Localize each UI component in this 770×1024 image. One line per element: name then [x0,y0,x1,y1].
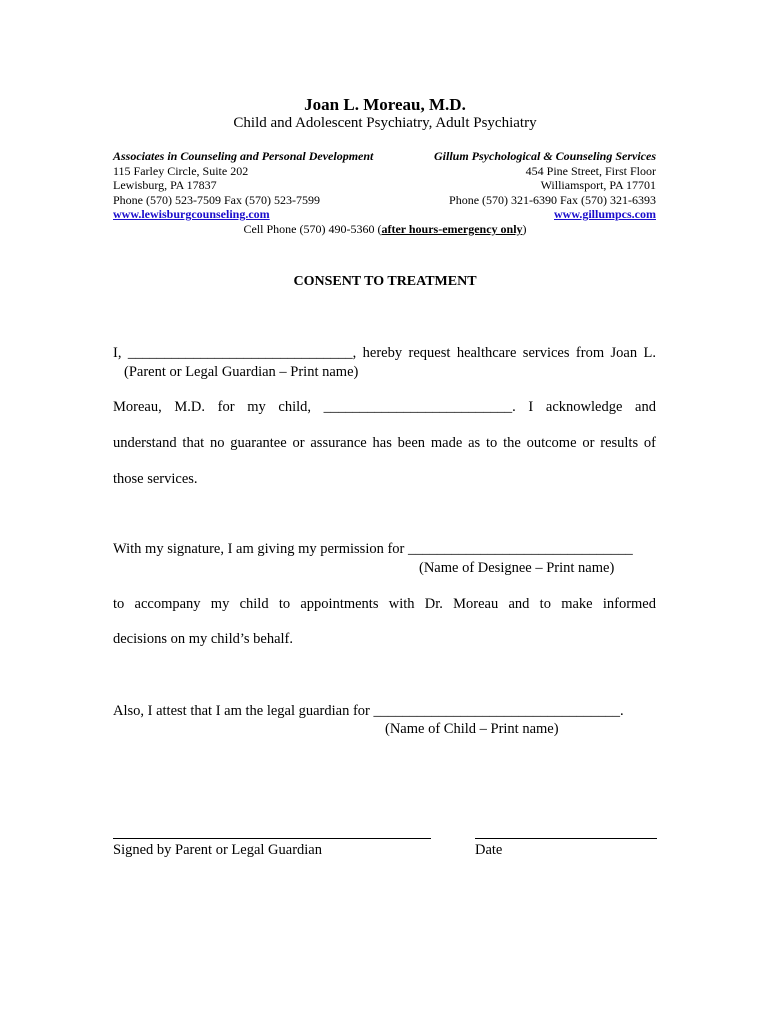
p1-line3: understand that no guarantee or assurance has been made as to the outcome or results of [113,435,656,451]
right-office-phone: Phone (570) 321-6390 Fax (570) 321-6393 [449,192,656,207]
left-office-website-link[interactable]: www.lewisburgcounseling.com [113,207,270,221]
p3-line1: Also, I attest that I am the legal guardian for __________________________________. [113,703,624,719]
p1-line1: I, _______________________________, hereby request healthcare services from Joan L. [113,345,656,361]
right-office-org: Gillum Psychological & Counseling Services [433,149,656,163]
p2-designee-caption: (Name of Designee – Print name) [419,560,615,576]
date-label: Date [475,842,503,858]
right-office-street: 454 Pine Street, First Floor [525,163,656,178]
left-office-address [113,149,373,222]
right-office-website-link[interactable]: www.gillumpcs.com [554,207,656,221]
date-line[interactable] [475,838,657,839]
left-office-street: 115 Farley Circle, Suite 202 [113,163,249,178]
cell-phone-prefix: Cell Phone (570) 490-5360 ( [243,222,382,236]
right-office-city: Williamsport, PA 17701 [540,178,656,192]
specialty-subtitle: Child and Adolescent Psychiatry, Adult Psychiatry [233,115,537,131]
p3-child-caption: (Name of Child – Print name) [385,721,559,737]
p2-line2: to accompany my child to appointments with Dr. Moreau and to make informed [113,596,656,612]
cell-phone-emphasis: after hours-emergency only [381,222,523,236]
left-office-org: Associates in Counseling and Personal Development [113,149,374,163]
signature-line[interactable] [113,838,431,839]
signature-label: Signed by Parent or Legal Guardian [113,842,322,858]
p2-line1: With my signature, I am giving my permission for _______________________________ [113,541,633,557]
p2-line3: decisions on my child’s behalf. [113,631,294,647]
right-office-address [434,149,656,222]
p1-line4: those services. [113,471,198,487]
cell-phone-suffix: ) [522,222,527,236]
cell-phone-line [0,222,770,237]
document-title: CONSENT TO TREATMENT [293,274,477,289]
left-office-city: Lewisburg, PA 17837 [113,178,217,192]
p1-guardian-caption: (Parent or Legal Guardian – Print name) [124,364,359,380]
doctor-name: Joan L. Moreau, M.D. [304,95,466,114]
left-office-phone: Phone (570) 523-7509 Fax (570) 523-7599 [113,192,320,207]
p1-line2: Moreau, M.D. for my child, __________________________. I acknowledge and [113,399,656,415]
